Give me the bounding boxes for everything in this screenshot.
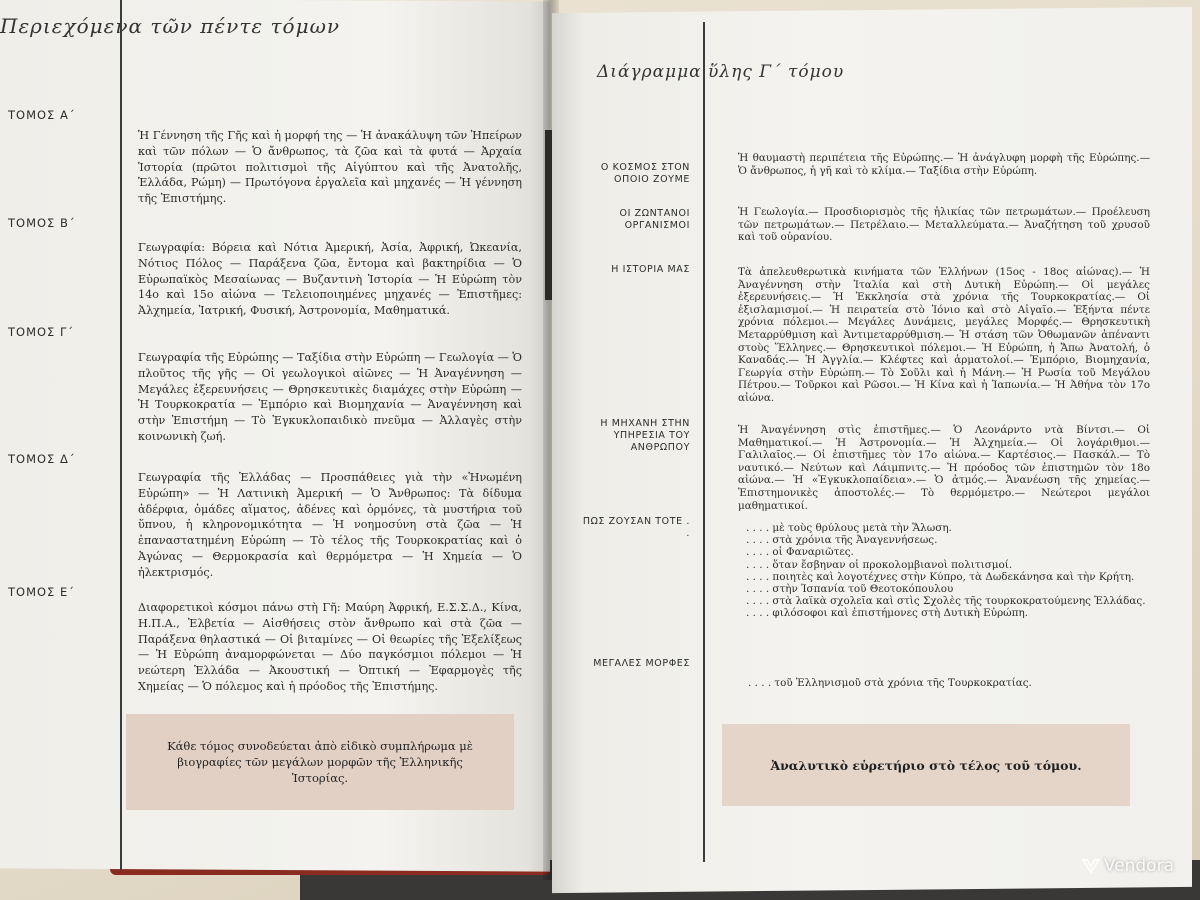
topic-label-figures: ΜΕΓΑΛΕΣ ΜΟΡΦΕΣ [593, 658, 690, 669]
list-item: . . . . στὴν Ἰσπανία τοῦ Θεοτοκόπουλου [746, 583, 954, 596]
watermark-text: Vendora [1103, 856, 1174, 876]
volume-label-d: ΤΟΜΟΣ Δ΄ [8, 452, 76, 466]
topic-label-history: Η ΙΣΤΟΡΙΑ ΜΑΣ [611, 264, 690, 275]
topic-text-history: Τὰ ἀπελευθερωτικὰ κινήματα τῶν Ἑλλήνων (15ος - 18ος αἰώνας).— Ἡ Ἀναγέννηση στὴν Ἰταλία καὶ στὴ Δυτικὴ Εὐρώπη.— Οἱ μεγάλες ἐξερευνήσεις.— Ἡ Ἐκκλησία στὰ χρόνια τῆς Τουρκοκρατίας.— Οἱ ἐξισλαμισμοί.— Ἡ πειρατεία στὸ Ἰόνιο καὶ στὸ Αἰγαῖο.— Ἑξήντα πέντε χρόνια πόλεμοι.— Μεγάλες Δυνάμεις, μεγάλες Μορφές.— Θρησκευτικὴ Μεταρρύθμιση καὶ Ἀντιμεταρρύθμιση.— Ἡ στάση τῶν Ὀθωμανῶν ἀπέναντι στοὺς Ἕλληνες.— Θρησκευτικοὶ πόλεμοι.— Ἡ Εὐρώπη, ἡ Ἄπω Ἀνατολή, ὁ Καναδάς.— Ἡ Ἀγγλία.— Κλέφτες καὶ ἁρματολοί.— Ἐμπόριο, Βιομηχανία, Γεωργία στὴν Εὐρώπη.— Τὸ Σοῦλι καὶ ἡ Μάνη.— Ἡ Ρωσία τοῦ Μεγάλου Πέτρου.— Τοῦρκοι καὶ Ρῶσοι.— Ἡ Κίνα καὶ ἡ Ἰαπωνία.— Ἡ Ἀθήνα τὸν 17ο αἰώνα. [738, 266, 1150, 404]
list-item: . . . . στὰ λαϊκὰ σχολεῖα καὶ στὶς Σχολὲς τῆς τουρκοκρατούμενης Ἑλλάδας. [746, 595, 1146, 608]
topic-text-machine: Ἡ Ἀναγέννηση στὶς ἐπιστῆμες.— Ὁ Λεονάρντο ντὰ Βίντσι.— Οἱ Μαθηματικοί.— Ἡ Ἀστρονομία.— Ἡ Ἀλχημεία.— Οἱ λογάριθμοι.— Γαλιλαῖος.— Οἱ ἐπιστῆμες τὸν 17ο αἰώνα.— Καρτέσιος.— Πασκάλ.— Τὸ ναυτικό.— Νεύτων καὶ Λάιμπνιτς.— Ἡ πρόοδος τῶν ἐπιστημῶν τὸν 18ο αἰώνα.— Ἡ «Ἐγκυκλοπαίδεια».— Ὁ ἀτμός.— Ἀνανέωση τῆς χημείας.— Ἐπιστημονικὲς ἀποστολές.— Τὸ θερμόμετρο.— Νεώτεροι μεγάλοι μαθηματικοί. [738, 424, 1150, 512]
volume-contents-c: Γεωγραφία τῆς Εὐρώπης — Ταξίδια στὴν Εὐρώπη — Γεωλογία — Ὁ πλοῦτος τῆς γῆς — Οἱ γεωλογικοὶ αἰῶνες — Ἡ Ἀναγέννηση — Μεγάλες ἐξερευνήσεις — Θρησκευτικὲς διαμάχες στὴν Εὐρώπη — Ἡ Τουρκοκρατία — Ἐμπόριο καὶ Βιομηχανία — Ἀναγέννηση καὶ στὴν Ἐπιστήμη — Τὸ Ἐγκυκλοπαιδικὸ πνεῦμα — Ἀλλαγὲς στὴν κοινωνικὴ ζωή. [138, 351, 522, 443]
volume-label-e: ΤΟΜΟΣ Ε΄ [8, 585, 75, 599]
index-note-box [722, 724, 1130, 806]
right-page-title: Διάγραμμα ὕλης Γ΄ τόμου [597, 62, 845, 82]
list-item: . . . . φιλόσοφοι καὶ ἐπιστήμονες στὴ Δυτικὴ Εὐρώπη. [746, 607, 1029, 620]
volume-contents-b: Γεωγραφία: Βόρεια καὶ Νότια Ἀμερική, Ἀσία, Ἀφρική, Ὠκεανία, Νότιος Πόλος — Παράξενα ζῶα, ἔντομα καὶ βακτηρίδια — Ὁ Εὐρωπαϊκὸς Μεσαίωνας — Βυζαντινὴ Ἱστορία — Ἡ Εὐρώπη τὸν 14ο καὶ 15ο αἰώνα — Τελειοποιημένες μηχανές — Ἐπιστῆμες: Ἀλχημεία, Ἰατρική, Φυσική, Ἀστρονομία, Μαθηματικά. [138, 241, 522, 318]
left-page-title: Περιεχόμενα τῶν πέντε τόμων [0, 14, 341, 38]
topic-text-figures: . . . . τοῦ Ἑλληνισμοῦ στὰ χρόνια τῆς Τουρκοκρατίας. [748, 677, 1032, 689]
topic-list-living [746, 522, 1166, 620]
vendora-watermark [1082, 856, 1174, 876]
volume-contents-a: Ἡ Γέννηση τῆς Γῆς καὶ ἡ μορφή της — Ἡ ἀνακάλυψη τῶν Ἠπείρων καὶ τῶν πόλων — Ὁ ἄνθρωπος, τὰ ζῶα καὶ τὰ φυτά — Ἀρχαία Ἱστορία (πρῶτοι πολιτισμοὶ τῆς Αἰγύπτου καὶ τῆς Ἀνατολῆς, Ἑλλάδα, Ρώμη) — Πρωτόγονα ἐργαλεῖα καὶ μηχανές — Ἡ γέννηση τῆς Ἐπιστήμης. [138, 129, 522, 206]
topic-label-living: ΠΩΣ ΖΟΥΣΑΝ ΤΟΤΕ . . [582, 516, 690, 539]
topic-label-world: Ο ΚΟΣΜΟΣ ΣΤΟΝ ΟΠΟΙΟ ΖΟΥΜΕ [600, 162, 690, 185]
list-item: . . . . ποιητὲς καὶ λογοτέχνες στὴν Κύπρο, τὰ Δωδεκάνησα καὶ τὴν Κρήτη. [746, 570, 1135, 583]
topic-label-organisms: ΟΙ ΖΩΝΤΑΝΟΙ ΟΡΓΑΝΙΣΜΟΙ [619, 208, 690, 231]
topic-text-organisms: Ἡ Γεωλογία.— Προσδιορισμὸς τῆς ἡλικίας τῶν πετρωμάτων.— Προέλευση τῶν πετρωμάτων.— Πετρέλαιο.— Μεταλλεύματα.— Ἀναζήτηση τοῦ χρυσοῦ καὶ τοῦ οὐρανίου. [738, 206, 1150, 244]
topic-label-machine: Η ΜΗΧΑΝΗ ΣΤΗΝ ΥΠΗΡΕΣΙΑ ΤΟΥ ΑΝΘΡΩΠΟΥ [600, 418, 690, 453]
supplement-note-text: Κάθε τόμος συνοδεύεται ἀπὸ εἰδικὸ συμπλήρωμα μὲ βιογραφίες τῶν μεγάλων μορφῶν τῆς Ἑλληνικῆς Ἱστορίας. [167, 739, 473, 785]
volume-label-c: ΤΟΜΟΣ Γ΄ [8, 325, 75, 339]
list-item: . . . . ὅταν ἔσβηναν οἱ προκολομβιανοὶ πολιτισμοί. [746, 558, 1013, 571]
left-page-divider [120, 0, 122, 870]
list-item: . . . . στὰ χρόνια τῆς Ἀναγεννήσεως. [746, 534, 938, 547]
volume-label-a: ΤΟΜΟΣ Α΄ [8, 108, 76, 122]
list-item: . . . . οἱ Φαναριῶτες. [746, 546, 854, 559]
volume-contents-e: Διαφορετικοὶ κόσμοι πάνω στὴ Γῆ: Μαύρη Ἀφρική, Ε.Σ.Σ.Δ., Κίνα, Η.Π.Α., Ἑλβετία — Αἰσθήσεις στὸν ἄνθρωπο καὶ στὰ ζῶα — Παράξενα θηλαστικά — Οἱ βιταμίνες — Οἱ θεωρίες τῆς Ἐξελίξεως — Ἡ Εὐρώπη ἀναμορφώνεται — Δύο παγκόσμιοι πόλεμοι — Ἡ νεώτερη Ἑλλάδα — Ἀκουστική — Ὀπτική — Ἐφαρμογὲς τῆς Χημείας — Ὁ πόλεμος καὶ ἡ πρόοδος τῆς Ἐπιστήμης. [138, 601, 522, 693]
right-page-divider [703, 22, 705, 862]
topic-text-world: Ἡ θαυμαστὴ περιπέτεια τῆς Εὐρώπης.— Ἡ ἀνάγλυφη μορφὴ τῆς Εὐρώπης.— Ὁ ἄνθρωπος, ἡ γῆ καὶ τὸ κλίμα.— Ταξίδια στὴν Εὐρώπη. [738, 152, 1150, 177]
index-note-text: Ἀναλυτικὸ εὑρετήριο στὸ τέλος τοῦ τόμου. [770, 757, 1082, 773]
list-item: . . . . μὲ τοὺς θρύλους μετὰ τὴν Ἅλωση. [746, 522, 952, 534]
vendora-logo-icon [1082, 858, 1100, 874]
volume-label-b: ΤΟΜΟΣ Β΄ [8, 216, 76, 230]
bookmark-ribbon [545, 130, 552, 300]
volume-contents-d: Γεωγραφία τῆς Ἑλλάδας — Προσπάθειες γιὰ τὴν «Ἡνωμένη Εὐρώπη» — Ἡ Λατινικὴ Ἀμερική — Ὁ Ἄνθρωπος: Τὰ δίδυμα ἀδέρφια, ὁμάδες αἵματος, ἀδένες καὶ ὁρμόνες, τὰ μυστήρια τοῦ ὕπνου, ἡ κληρονομικότητα — Ἡ νοημοσύνη στὰ ζῶα — Ἡ ἐπαναστατημένη Εὐρώπη — Τὸ τέλος τῆς Τουρκοκρατίας καὶ ὁ Ἀγώνας — Θερμοκρασία καὶ θερμόμετρα — Ἡ Χημεία — Ὁ ἠλεκτρισμός. [138, 471, 522, 579]
supplement-note-box [126, 714, 514, 810]
